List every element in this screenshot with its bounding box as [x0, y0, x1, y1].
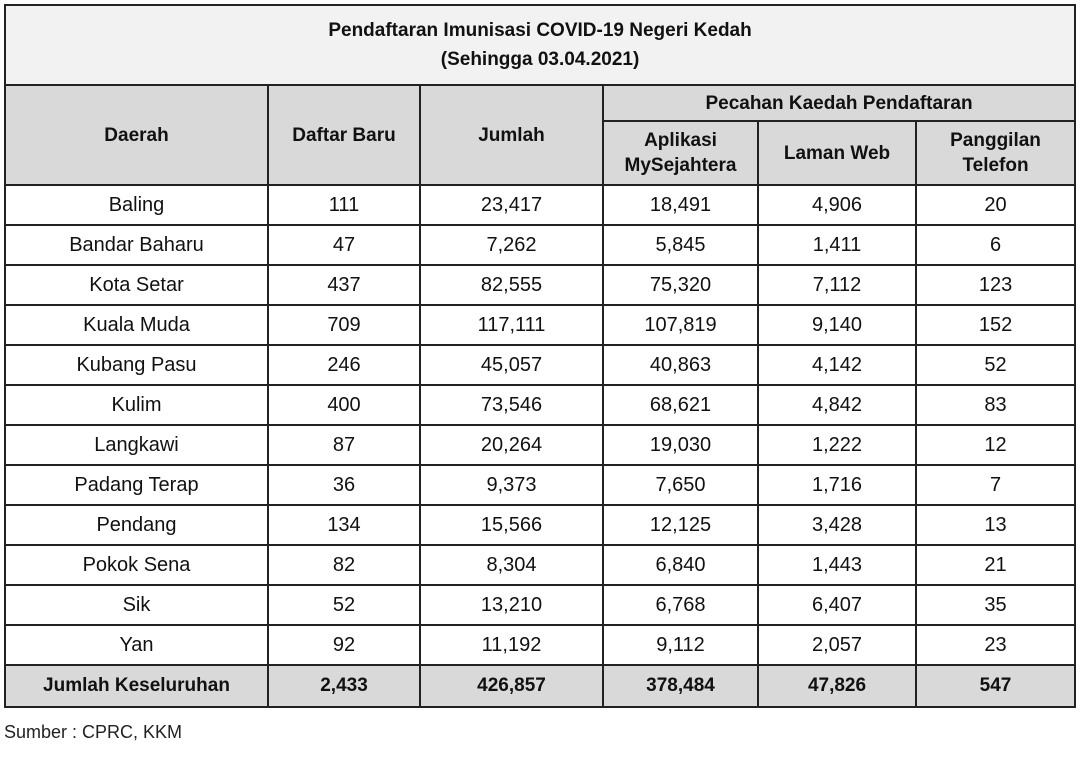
table-title-cell [5, 5, 1075, 85]
value-cell: 134 [268, 505, 420, 545]
district-cell: Kota Setar [5, 265, 268, 305]
value-cell: 68,621 [603, 385, 758, 425]
column-header-jumlah: Jumlah [420, 85, 603, 185]
group-header-pecahan: Pecahan Kaedah Pendaftaran [603, 85, 1075, 121]
value-cell: 1,716 [758, 465, 916, 505]
column-header-laman-web: Laman Web [758, 121, 916, 185]
column-header-panggilan-telefon-label: Panggilan Telefon [950, 130, 1041, 176]
value-cell: 6,407 [758, 585, 916, 625]
district-cell: Pokok Sena [5, 545, 268, 585]
total-cell: 426,857 [420, 665, 603, 707]
value-cell: 52 [916, 345, 1075, 385]
value-cell: 20,264 [420, 425, 603, 465]
value-cell: 1,222 [758, 425, 916, 465]
value-cell: 11,192 [420, 625, 603, 665]
total-cell: 2,433 [268, 665, 420, 707]
column-header-daerah: Daerah [5, 85, 268, 185]
district-cell: Sik [5, 585, 268, 625]
value-cell: 107,819 [603, 305, 758, 345]
total-cell: Jumlah Keseluruhan [5, 665, 268, 707]
district-cell: Langkawi [5, 425, 268, 465]
value-cell: 400 [268, 385, 420, 425]
value-cell: 4,142 [758, 345, 916, 385]
value-cell: 9,373 [420, 465, 603, 505]
value-cell: 117,111 [420, 305, 603, 345]
value-cell: 12,125 [603, 505, 758, 545]
value-cell: 152 [916, 305, 1075, 345]
value-cell: 7,650 [603, 465, 758, 505]
value-cell: 35 [916, 585, 1075, 625]
value-cell: 13,210 [420, 585, 603, 625]
value-cell: 82,555 [420, 265, 603, 305]
value-cell: 19,030 [603, 425, 758, 465]
table-row [5, 305, 1075, 345]
value-cell: 4,842 [758, 385, 916, 425]
value-cell: 12 [916, 425, 1075, 465]
value-cell: 13 [916, 505, 1075, 545]
column-header-mysejahtera [603, 121, 758, 185]
value-cell: 437 [268, 265, 420, 305]
table-row [5, 265, 1075, 305]
value-cell: 15,566 [420, 505, 603, 545]
value-cell: 18,491 [603, 185, 758, 225]
value-cell: 9,112 [603, 625, 758, 665]
value-cell: 23 [916, 625, 1075, 665]
value-cell: 21 [916, 545, 1075, 585]
column-header-daftar-baru: Daftar Baru [268, 85, 420, 185]
value-cell: 6 [916, 225, 1075, 265]
value-cell: 9,140 [758, 305, 916, 345]
value-cell: 36 [268, 465, 420, 505]
value-cell: 87 [268, 425, 420, 465]
value-cell: 709 [268, 305, 420, 345]
value-cell: 3,428 [758, 505, 916, 545]
total-cell: 378,484 [603, 665, 758, 707]
value-cell: 7 [916, 465, 1075, 505]
table-container [4, 4, 1074, 708]
data-table [4, 4, 1076, 708]
table-row [5, 225, 1075, 265]
value-cell: 7,262 [420, 225, 603, 265]
district-cell: Kuala Muda [5, 305, 268, 345]
value-cell: 92 [268, 625, 420, 665]
table-title: Pendaftaran Imunisasi COVID-19 Negeri Kedah [328, 20, 752, 41]
total-cell: 47,826 [758, 665, 916, 707]
value-cell: 1,443 [758, 545, 916, 585]
table-row [5, 425, 1075, 465]
column-header-panggilan-telefon [916, 121, 1075, 185]
district-cell: Baling [5, 185, 268, 225]
value-cell: 4,906 [758, 185, 916, 225]
column-header-mysejahtera-label: Aplikasi MySejahtera [624, 130, 737, 176]
value-cell: 2,057 [758, 625, 916, 665]
value-cell: 83 [916, 385, 1075, 425]
value-cell: 45,057 [420, 345, 603, 385]
total-cell: 547 [916, 665, 1075, 707]
total-row [5, 665, 1075, 707]
value-cell: 8,304 [420, 545, 603, 585]
source-note: Sumber : CPRC, KKM [4, 722, 183, 742]
district-cell: Pendang [5, 505, 268, 545]
table-subtitle: (Sehingga 03.04.2021) [440, 49, 640, 70]
value-cell: 111 [268, 185, 420, 225]
district-cell: Yan [5, 625, 268, 665]
table-row [5, 545, 1075, 585]
district-cell: Kubang Pasu [5, 345, 268, 385]
table-row [5, 625, 1075, 665]
value-cell: 246 [268, 345, 420, 385]
value-cell: 23,417 [420, 185, 603, 225]
value-cell: 47 [268, 225, 420, 265]
value-cell: 1,411 [758, 225, 916, 265]
district-cell: Kulim [5, 385, 268, 425]
value-cell: 73,546 [420, 385, 603, 425]
table-row [5, 585, 1075, 625]
table-row [5, 345, 1075, 385]
value-cell: 52 [268, 585, 420, 625]
value-cell: 40,863 [603, 345, 758, 385]
table-row [5, 185, 1075, 225]
value-cell: 6,768 [603, 585, 758, 625]
value-cell: 82 [268, 545, 420, 585]
value-cell: 5,845 [603, 225, 758, 265]
value-cell: 20 [916, 185, 1075, 225]
district-cell: Padang Terap [5, 465, 268, 505]
table-row [5, 505, 1075, 545]
district-cell: Bandar Baharu [5, 225, 268, 265]
table-row [5, 385, 1075, 425]
value-cell: 75,320 [603, 265, 758, 305]
table-row [5, 465, 1075, 505]
value-cell: 7,112 [758, 265, 916, 305]
value-cell: 6,840 [603, 545, 758, 585]
value-cell: 123 [916, 265, 1075, 305]
